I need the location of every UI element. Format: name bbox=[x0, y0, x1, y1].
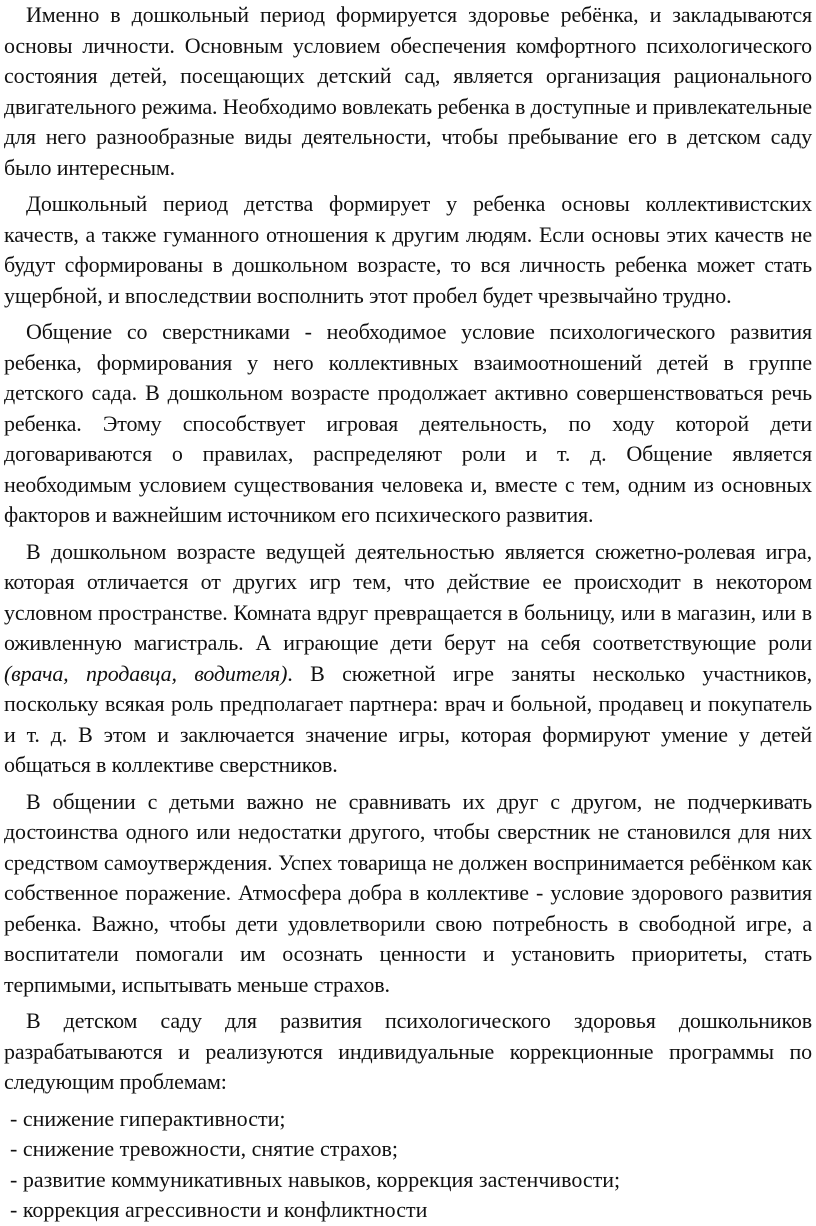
paragraph-collectivist-qualities: Дошкольный период детства формирует у ребенка основы коллективистских качеств, а также гуманного отношения к другим людям. Если основы этих качеств не будут сформированы в дошкольном возрасте, то вся личность ребенка может стать ущербной, и впоследствии восполнить этот пробел будет чрезвычайно трудно. bbox=[4, 191, 812, 308]
problems-list bbox=[4, 1104, 812, 1226]
list-item: - развитие коммуникативных навыков, коррекция застенчивости; bbox=[10, 1166, 621, 1192]
paragraph-role-play-emphasis: (врача, продавца, водителя) bbox=[4, 660, 288, 686]
list-item: - снижение гиперактивности; bbox=[10, 1105, 286, 1131]
paragraph-role-play-text-end: . В сюжетной игре заняты несколько участников, поскольку всякая роль предполагает партнера: врач и больной, продавец и покупатель и т. д. В этом и заключается значение игры, которая формируют умение у детей общаться в коллективе сверстников. bbox=[4, 660, 812, 777]
list-item: - снижение тревожности, снятие страхов; bbox=[10, 1136, 399, 1161]
paragraph-role-play bbox=[4, 537, 812, 781]
document-page bbox=[4, 0, 812, 1226]
paragraph-correction-programs: В детском саду для развития психологического здоровья дошкольников разрабатываются и реализуются индивидуальные коррекционные программы по следующим проблемам: bbox=[4, 1008, 812, 1094]
paragraph-health-foundations: Именно в дошкольный период формируется здоровье ребёнка, и закладываются основы личности. Основным условием обеспечения комфортного психологического состояния детей, посещающих детский сад, является организация рационального двигательного режима. Необходимо вовлекать ребенка в доступные и привлекательные для него разнообразные виды деятельности, чтобы пребывание его в детском саду было интересным. bbox=[4, 2, 812, 180]
list-item: - коррекция агрессивности и конфликтности bbox=[10, 1197, 428, 1222]
paragraph-peer-communication: Общение со сверстниками - необходимое условие психологического развития ребенка, формирования у него коллективных взаимоотношений детей в группе детского сада. В дошкольном возрасте продолжает активно совершенствоваться речь ребенка. Этому способствует игровая деятельность, по ходу которой дети договариваются о правилах, распределяют роли и т. д. Общение является необходимым условием существования человека и, вместе с тем, одним из основных факторов и важнейшим источником его психического развития. bbox=[4, 319, 812, 527]
paragraph-no-comparison: В общении с детьми важно не сравнивать их друг с другом, не подчеркивать достоинства одного или недостатки другого, чтобы сверстник не становился для них средством самоутверждения. Успех товарища не должен воспринимается ребёнком как собственное поражение. Атмосфера добра в коллективе - условие здорового развития ребенка. Важно, чтобы дети удовлетворили свою потребность в свободной игре, а воспитатели помогали им осознать ценности и установить приоритеты, стать терпимыми, испытывать меньше страхов. bbox=[4, 788, 812, 997]
paragraph-role-play-text-start: В дошкольном возрасте ведущей деятельностью является сюжетно-ролевая игра, которая отличается от других игр тем, что действие ее происходит в некотором условном пространстве. Комната вдруг превращается в больницу, или в магазин, или в оживленную магистраль. А играющие дети берут на себя соответствующие роли bbox=[4, 538, 812, 655]
